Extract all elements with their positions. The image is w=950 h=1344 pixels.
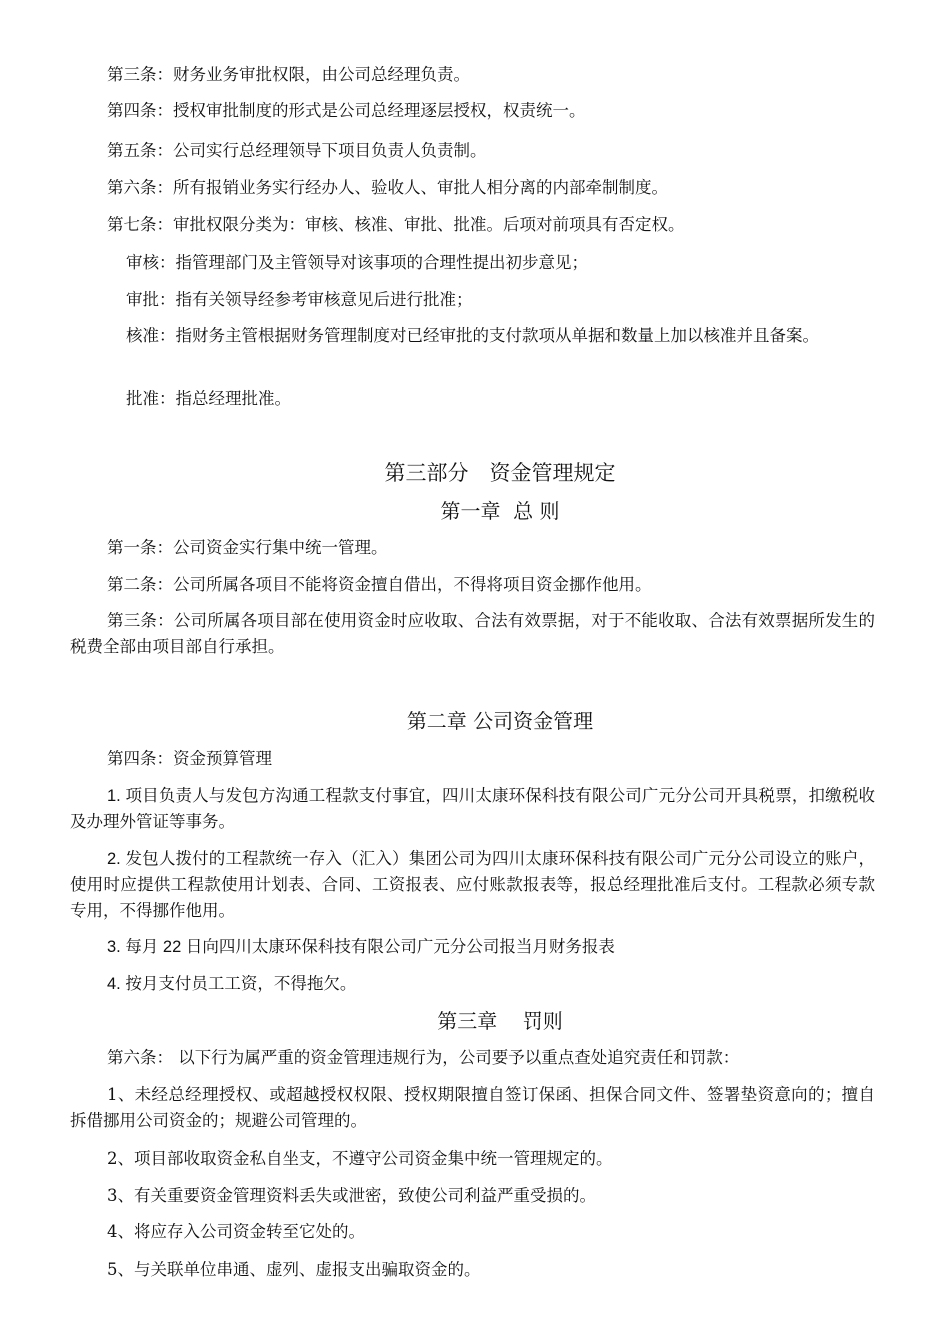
chapter-3-title: 第三章 罚则 [437,1009,563,1033]
chapter-1-article-3: 第三条：公司所属各项目部在使用资金时应收取、合法有效票据，对于不能收取、合法有效票据所发生的税费全部由项目部自行承担。 [70,611,875,656]
violation-item-5: 5、与关联单位串通、虚列、虚报支出骗取资金的。 [107,1260,481,1279]
chapter-1-article-1: 第一条：公司资金实行集中统一管理。 [107,538,388,557]
budget-item-4: 4. 按月支付员工工资，不得拖欠。 [107,975,357,993]
article-3-approval-authority: 第三条：财务业务审批权限，由公司总经理负责。 [107,65,470,84]
definition-authorization: 批准：指总经理批准。 [126,389,291,408]
budget-item-1: 1. 项目负责人与发包方沟通工程款支付事宜，四川太康环保科技有限公司广元分公司开具税票，扣缴税收及办理外管证等事务。 [70,787,875,831]
violation-item-2: 2、项目部收取资金私自坐支，不遵守公司资金集中统一管理规定的。 [107,1149,613,1168]
violation-item-4: 4、将应存入公司资金转至它处的。 [107,1222,365,1241]
article-5-responsibility: 第五条：公司实行总经理领导下项目负责人负责制。 [107,141,487,160]
violation-item-1: 1、未经总经理授权、或超越授权权限、授权期限擅自签订保函、担保合同文件、签署垫资意向的；擅自拆借挪用公司资金的；规避公司管理的。 [70,1085,875,1130]
chapter-3-article-6: 第六条： 以下行为属严重的资金管理违规行为，公司要予以重点查处追究责任和罚款： [107,1048,740,1067]
part-3-title: 第三部分 资金管理规定 [384,461,616,485]
chapter-2-article-4: 第四条：资金预算管理 [107,749,272,768]
article-4-authorization-form: 第四条：授权审批制度的形式是公司总经理逐层授权，权责统一。 [107,101,586,120]
definition-review: 审核：指管理部门及主管领导对该事项的合理性提出初步意见； [126,253,588,272]
definition-approval: 审批：指有关领导经参考审核意见后进行批准； [126,290,473,309]
budget-item-2: 2. 发包人拨付的工程款统一存入（汇入）集团公司为四川太康环保科技有限公司广元分公司设立的账户，使用时应提供工程款使用计划表、合同、工资报表、应付账款报表等，报总经理批准后支付。工程款必须专款专用，不得挪作他用。 [70,850,875,920]
chapter-1-title: 第一章 总 则 [440,499,560,523]
article-7-approval-categories: 第七条：审批权限分类为：审核、核准、审批、批准。后项对前项具有否定权。 [107,215,685,234]
chapter-2-title: 第二章 公司资金管理 [406,709,594,733]
chapter-1-article-2: 第二条：公司所属各项目不能将资金擅自借出，不得将项目资金挪作他用。 [107,575,652,594]
article-6-reimbursement: 第六条：所有报销业务实行经办人、验收人、审批人相分离的内部牵制制度。 [107,178,668,197]
definition-verification: 核准：指财务主管根据财务管理制度对已经审批的支付款项从单据和数量上加以核准并且备案。 [126,326,819,345]
violation-item-3: 3、有关重要资金管理资料丢失或泄密，致使公司利益严重受损的。 [107,1186,596,1205]
budget-item-3: 3. 每月 22 日向四川太康环保科技有限公司广元分公司报当月财务报表 [107,938,615,956]
